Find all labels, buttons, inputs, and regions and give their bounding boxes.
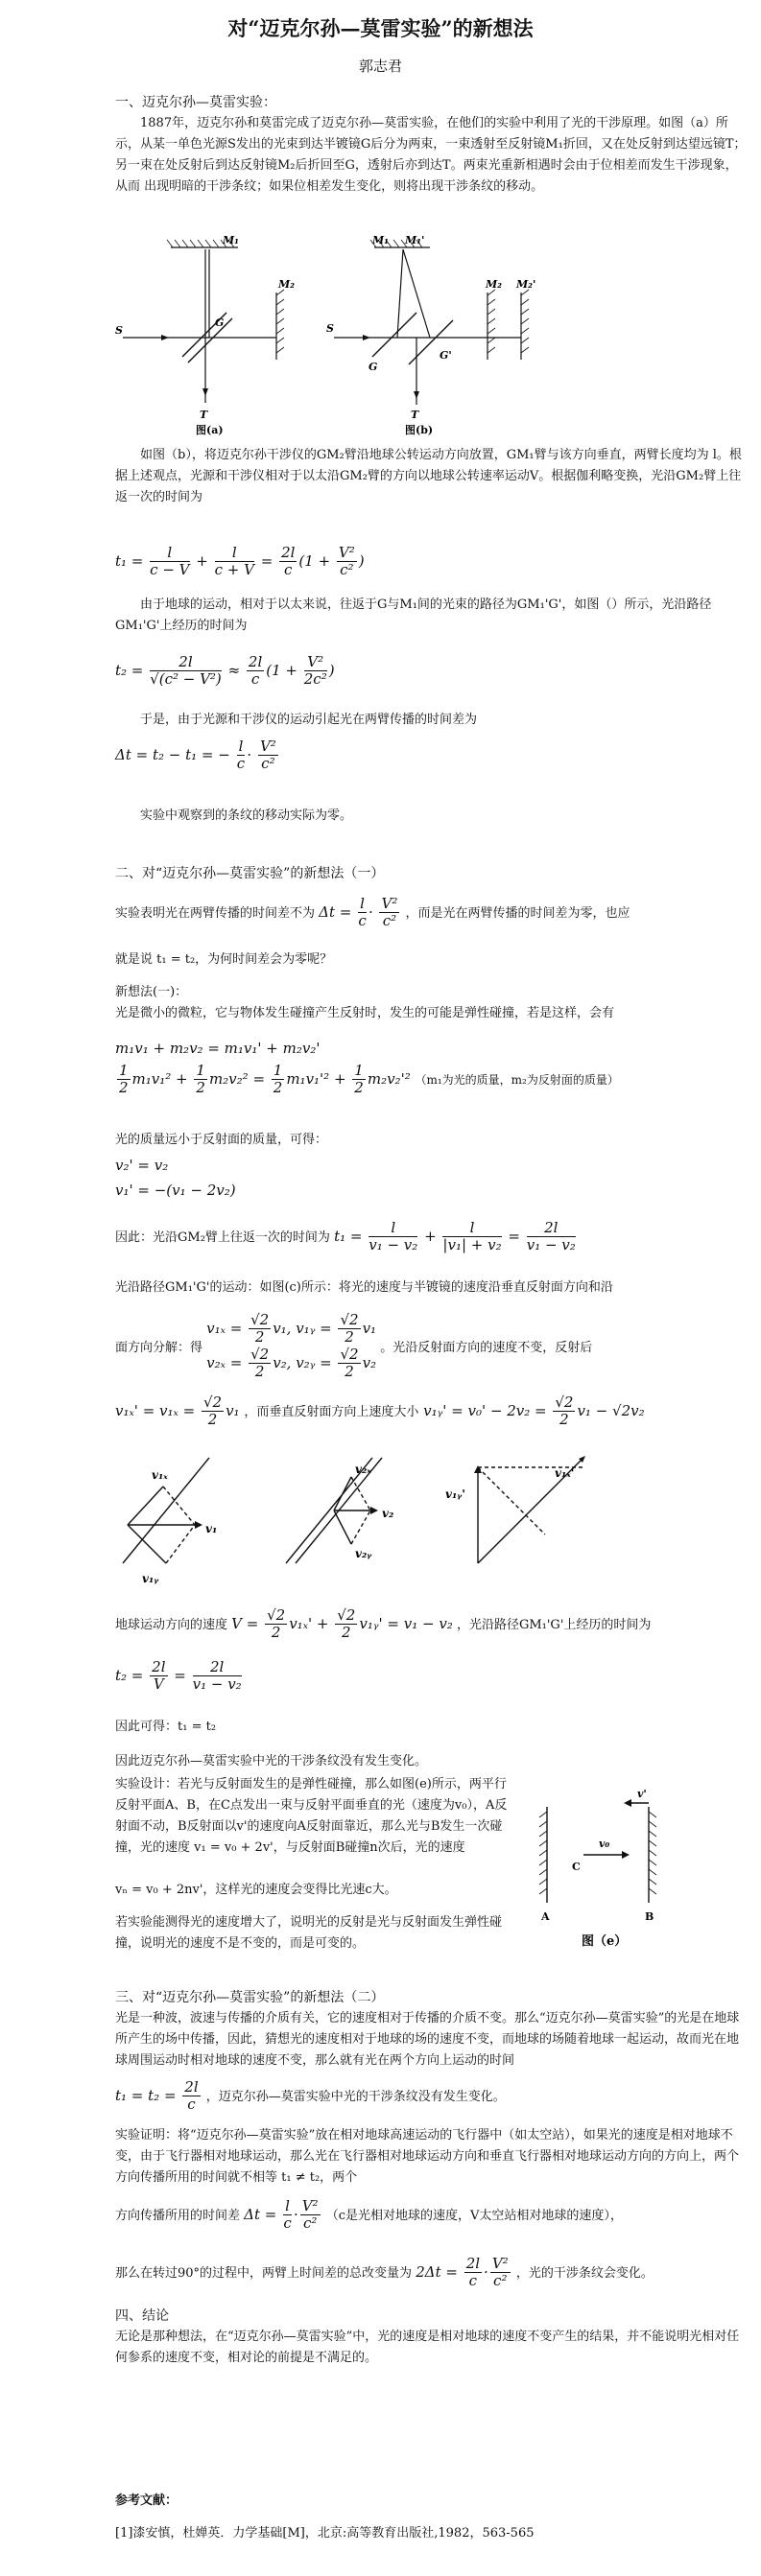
label-t: T xyxy=(411,409,419,421)
references-title: 参考文献： xyxy=(115,2494,178,2508)
label-m2-prime: M₂' xyxy=(516,278,536,291)
paragraph-16: 因此可得：t₁ = t₂ xyxy=(115,1720,217,1734)
label-v2: v₂ xyxy=(382,1507,394,1520)
paragraph-19: 若实验能测得光的速度增大了，说明光的反射是光与反射面发生弹性碰撞，说明光的速度不是不变的，而是可变的。 xyxy=(115,1915,503,1951)
paragraph-1: 1887年，迈克尔孙和莫雷完成了迈克尔孙—莫雷实验，在他们的实验中利用了光的干涉原理。如图（a）所示，从某一单色光源S发出的光束到达半镀镜G后分为两束，一束透射至反射镜M₁折回，又在处反射到达望远镜T；另一束在处反射后到达反射镜M₂后折回至G，透射后亦到达T。两束光重新相遇时会由于位相差而发生干涉现象，从而 出现明暗的干涉条纹；如果位相差发生变化，则将出现干涉条纹的移动。 xyxy=(115,116,747,194)
label-c: C xyxy=(572,1861,581,1873)
paragraph-20b: t₁ = t₂ = $\frac{2l}{c}$ ，迈克尔孙—莫雷实验中光的干涉条纹没有发生变化。 xyxy=(115,2078,506,2114)
paragraph-17: 因此迈克尔孙—莫雷实验中光的干涉条纹没有发生变化。 xyxy=(115,1754,428,1768)
p15a-text: 地球运动方向的速度 xyxy=(115,1617,228,1632)
label-s: S xyxy=(115,324,123,337)
label-a: A xyxy=(541,1910,550,1923)
caption-e: 图（e） xyxy=(582,1934,628,1949)
p6a-text: 实验表明光在两臂传播的时间差不为 xyxy=(115,905,316,921)
paragraph-20: 光是一种波，波速与传播的介质有关，它的速度相对于传播的介质不变。那么“迈克尔孙—莫雷实验”的光是在地球所产生的场中传播，因此，猜想光的速度相对于地球的场的速度不变，而地球的场随着地球一起运动，故而光在地球周围运动时相对地球的速度不变，那么就有光在两个方向上运动的时间 xyxy=(115,2011,740,2068)
section-1-heading: 一、迈克尔孙—莫雷实验： xyxy=(115,95,276,110)
reference-1: [1]漆安慎，杜婵英．力学基础[M]，北京:高等教育出版社,1982，563-565 xyxy=(115,2526,535,2541)
p14a-text: ，而垂直反射面方向上速度大小 xyxy=(244,1404,419,1419)
figure-e xyxy=(526,1788,679,1951)
section-3-heading: 三、对“迈克尔孙—莫雷实验”的新想法（二） xyxy=(115,1990,385,2005)
figure-c1 xyxy=(113,1439,267,1592)
p13b-text: 。光沿反射面方向的速度不变，反射后 xyxy=(380,1341,593,1355)
label-m1: M₁ xyxy=(223,234,239,246)
figure-b xyxy=(324,230,574,436)
paragraph-5: 实验中观察到的条纹的移动实际为零。 xyxy=(140,808,353,823)
equation-momentum: m₁v₁ + m₂v₂ = m₁v₁' + m₂v₂' xyxy=(115,1040,321,1057)
label-v1y: v₁ᵧ xyxy=(142,1572,159,1585)
paragraph-15: 地球运动方向的速度 V = $\frac{√2}{2}$ v₁ₓ' + $\frac{√2}{2}$ v₁ᵧ' = v₁ − v₂ ，光沿路径GM₁'G'上经历的时间为 xyxy=(115,1606,652,1642)
label-v1x: v₁ₓ xyxy=(152,1468,168,1482)
equation-t1: t₁ = $\frac{l}{c - V}$ + $\frac{l}{c + V}$ = $\frac{2l}{c}$ (1 + $\frac{\text{V²}}{\text{c²}}$ ) xyxy=(115,544,365,579)
p22b-text: （c是光相对地球的速度，V太空站相对地球的速度）， xyxy=(325,2208,623,2223)
p11-text: 因此：光沿GM₂臂上往返一次的时间为 xyxy=(115,1229,330,1245)
label-v1x-prime: v₁ₓ' xyxy=(555,1466,575,1480)
figure-c3 xyxy=(440,1439,612,1592)
section-4-heading: 四、结论 xyxy=(115,2308,169,2324)
label-v-prime: v' xyxy=(637,1788,647,1800)
figure-a xyxy=(113,230,305,436)
equation-energy: $\frac{1}{2}$ m₁v₁² + $\frac{1}{2}$ m₂v₂² = $\frac{1}{2}$ m₁v₁'² + $\frac{1}{2}$ m₂v₂'² （m₁为光的质量，m₂为反射面的质量） xyxy=(119,1062,619,1097)
paragraph-7: 就是说 t₁ = t₂，为何时间差会为零呢？ xyxy=(115,952,333,967)
equation-v1-prime: v₁' = −(v₁ − 2v₂) xyxy=(115,1182,236,1199)
label-b: B xyxy=(645,1910,654,1923)
label-g-prime: G' xyxy=(440,349,452,362)
equation-delta-t: Δt = t₂ − t₁ = − $\frac{l}{c}$ · $\frac{\text{V²}}{\text{c²}}$ xyxy=(115,738,276,773)
paragraph-24: 无论是那种想法，在“迈克尔孙—莫雷实验”中，光的速度是相对地球的速度不变产生的结果，并不能说明光相对任何参系的速度不变，相对论的前提是不满足的。 xyxy=(115,2330,740,2365)
label-v0: v₀ xyxy=(599,1838,610,1850)
paragraph-4: 于是，由于光源和干涉仪的运动引起光在两臂传播的时间差为 xyxy=(140,713,478,727)
paragraph-18: 实验设计：若光与反射面发生的是弹性碰撞，那么如图(e)所示，两平行反射平面A、B，在C点发出一束与反射平面垂直的光（速度为v₀），A反射面不动，B反射面以v'的速度向A反射面靠近，那么光与B发生一次碰撞，光的速度 v₁ = v₀ + 2v'，与反射面B碰撞n次后，光的速度 xyxy=(115,1777,508,1855)
paper-title: 对“迈克尔孙—莫雷实验”的新想法 xyxy=(227,16,534,40)
paragraph-9: 光是微小的微粒，它与物体发生碰撞产生反射时，发生的可能是弹性碰撞，若是这样，会有 xyxy=(115,1006,615,1020)
section-2-heading: 二、对“迈克尔孙—莫雷实验”的新想法（一） xyxy=(115,866,385,881)
figure-c2 xyxy=(276,1439,430,1592)
paragraph-3: 由于地球的运动，相对于以太来说，往返于G与M₁间的光束的路径为GM₁'G'，如图（）所示，光沿路径GM₁'G'上经历的时间为 xyxy=(115,597,712,633)
paragraph-23: 那么在转过90°的过程中，两臂上时间差的总改变量为 2Δt = $\frac{2l}{c}$ · $\frac{\text{V²}}{\text{c²}}$ ，光的干涉条纹会变化。 xyxy=(115,2255,654,2290)
label-t: T xyxy=(200,409,208,421)
paragraph-8: 新想法(一)： xyxy=(115,985,188,999)
author: 郭志君 xyxy=(358,58,402,75)
paragraph-12: 光沿路径GM₁'G'的运动：如图(c)所示：将光的速度与半镀镜的速度沿垂直反射面方向和沿 xyxy=(115,1280,613,1295)
p23a-text: 那么在转过90°的过程中，两臂上时间差的总改变量为 xyxy=(115,2265,413,2281)
paragraph-10: 光的质量远小于反射面的质量，可得： xyxy=(115,1133,328,1147)
label-v1y-prime: v₁ᵧ' xyxy=(445,1487,465,1501)
label-v2x: v₂ₓ xyxy=(355,1463,371,1476)
paragraph-2: 如图（b），将迈克尔孙干涉仪的GM₂臂沿地球公转运动方向放置，GM₁臂与该方向垂直，两臂长度均为 l。根据上述观点，光源和干涉仪相对于以太沿GM₂臂的方向以地球公转速率运动V。根据伽利略变换，光沿GM₂臂上往返一次的时间为 xyxy=(115,448,742,504)
label-s: S xyxy=(326,322,334,335)
paragraph-6: 实验表明光在两臂传播的时间差不为 Δt = $\frac{l}{c}$ · $\frac{\text{V²}}{\text{c²}}$ ，而是光在两臂传播的时间差为零，也应 xyxy=(115,895,630,930)
caption-a: 图(a) xyxy=(196,424,224,436)
p13a-text: 面方向分解：得 xyxy=(115,1341,203,1355)
label-m1-prime: M₁' xyxy=(405,234,425,246)
equation-t2-new: t₂ = $\frac{2l}{V}$ = $\frac{2l}{\text{v₁ − v₂}}$ xyxy=(115,1658,242,1694)
paragraph-14: v₁ₓ' = v₁ₓ = $\frac{√2}{2}$ v₁ ，而垂直反射面方向上速度大小 v₁ᵧ' = v₀' − 2v₂ = $\frac{√2}{2}$ v₁ − √2v₂ xyxy=(115,1393,645,1429)
paragraph-13: 面方向分解：得 v₁ₓ = $\frac{√2}{2}$ v₁, v₁ᵧ = $\frac{√2}{2}$ v₁ v₂ₓ = $\frac{√2}{2}$ v₂, v₂ᵧ = $\frac{√2}{2}$ v₂ 。光沿反射面方向的速度不变，反射后 xyxy=(115,1311,593,1380)
equation-v2-prime: v₂' = v₂ xyxy=(115,1157,169,1174)
label-v2y: v₂ᵧ xyxy=(355,1547,372,1560)
label-g: G xyxy=(215,316,225,329)
label-m1: M₁ xyxy=(372,234,389,246)
mass-note: （m₁为光的质量，m₂为反射面的质量） xyxy=(415,1072,619,1087)
p15b-text: ，光沿路径GM₁'G'上经历的时间为 xyxy=(456,1617,652,1632)
equation-t2: t₂ = $\frac{2l}{\text{√(c² − V²)}}$ ≈ $\frac{2l}{c}$ (1 + $\frac{\text{V²}}{\text{2c²}}$ ) xyxy=(115,653,335,689)
paragraph-21: 实验证明：将“迈克尔孙—莫雷实验”放在相对地球高速运动的飞行器中（如太空站），如果光的速度是相对地球不变，由于飞行器相对地球运动，那么光在飞行器相对地球运动方向和垂直飞行器相对地球运动方向的方向上，两个方向传播所用的时间就不相等 t₁ ≠ t₂，两个 xyxy=(115,2128,740,2185)
p23b-text: ，光的干涉条纹会变化。 xyxy=(515,2265,654,2281)
paragraph-11: 因此：光沿GM₂臂上往返一次的时间为 t₁ = $\frac{l}{\text{v₁ − v₂}}$ + $\frac{l}{\text{|v₁| + v₂}}$ = $\frac{2l}{\text{v₁ − v₂}}$ xyxy=(115,1219,576,1254)
p22a-text: 方向传播所用的时间差 xyxy=(115,2208,241,2223)
p20b-text: ，迈克尔孙—莫雷实验中光的干涉条纹没有发生变化。 xyxy=(205,2089,506,2104)
caption-b: 图(b) xyxy=(405,424,434,436)
label-m2: M₂ xyxy=(486,278,502,291)
label-v1: v₁ xyxy=(205,1522,218,1535)
label-g: G xyxy=(369,361,378,373)
label-m2: M₂ xyxy=(278,278,295,291)
paragraph-22: 方向传播所用的时间差 Δt = $\frac{l}{c}$ · $\frac{\text{V²}}{\text{c²}}$ （c是光相对地球的速度，V太空站相对地球的速度）， xyxy=(115,2197,623,2233)
p6b-text: ，而是光在两臂传播的时间差为零，也应 xyxy=(405,905,630,921)
paragraph-18b: vₙ = v₀ + 2nv'，这样光的速度会变得比光速c大。 xyxy=(115,1883,397,1897)
